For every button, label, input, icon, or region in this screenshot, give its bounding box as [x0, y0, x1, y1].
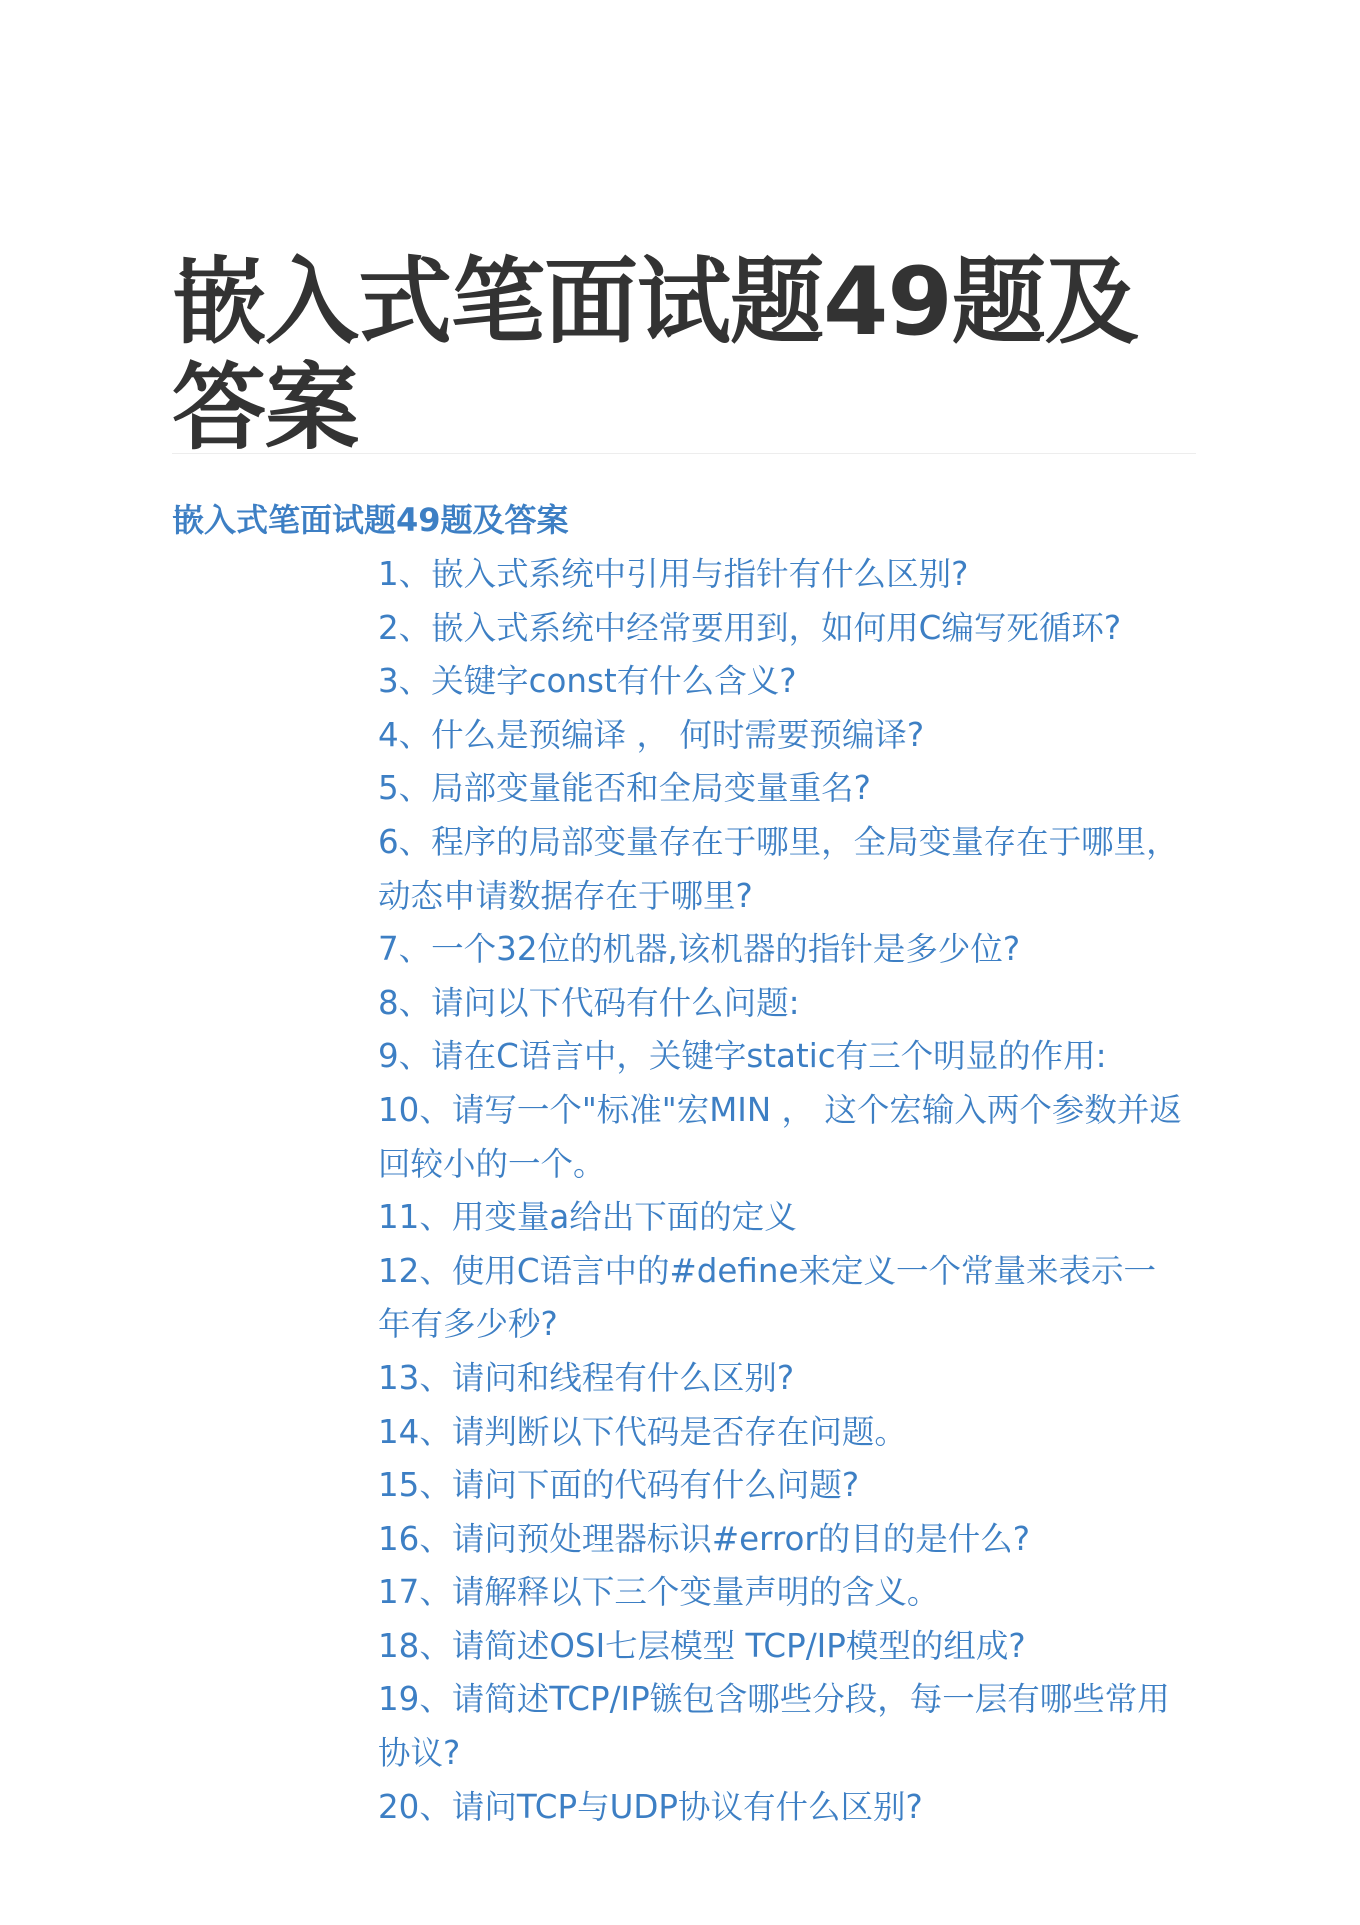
toc-link-8[interactable]: 8、请问以下代码有什么问题:: [378, 983, 800, 1022]
toc-link-15[interactable]: 15、请问下面的代码有什么问题?: [378, 1466, 860, 1505]
toc-link-17[interactable]: 17、请解释以下三个变量声明的含义。: [378, 1573, 940, 1612]
toc-link-11[interactable]: 11、用变量a给出下面的定义: [378, 1198, 797, 1237]
toc-link-5[interactable]: 5、局部变量能否和全局变量重名?: [378, 769, 871, 808]
toc-link-6[interactable]: 6、程序的局部变量存在于哪里，全局变量存在于哪里，动态申请数据存在于哪里?: [378, 822, 1179, 915]
toc-link-20[interactable]: 20、请问TCP与UDP协议有什么区别?: [378, 1787, 923, 1826]
toc-link-2[interactable]: 2、嵌入式系统中经常要用到，如何用C编写死循环?: [378, 608, 1122, 647]
toc-link-4[interactable]: 4、什么是预编译 ， 何时需要预编译?: [378, 715, 925, 754]
section-heading: 嵌入式笔面试题49题及答案: [172, 501, 569, 539]
document-title: 嵌入式笔面试题49题及答案: [172, 248, 1138, 463]
title-divider: [172, 453, 1196, 454]
toc-link-19[interactable]: 19、请简述TCP/IP镞包含哪些分段，每一层有哪些常用协议?: [378, 1680, 1170, 1773]
toc-link-12[interactable]: 12、使用C语言中的#define来定义一个常量来表示一年有多少秒?: [378, 1251, 1156, 1344]
toc-link-1[interactable]: 1、嵌入式系统中引用与指针有什么区别?: [378, 555, 969, 593]
toc-link-3[interactable]: 3、关键字const有什么含义?: [378, 662, 797, 701]
toc-link-13[interactable]: 13、请问和线程有什么区别?: [378, 1358, 795, 1397]
toc-link-14[interactable]: 14、请判断以下代码是否存在问题。: [378, 1412, 907, 1451]
toc-link-10[interactable]: 10、请写一个"标准"宏MIN ， 这个宏输入两个参数并返回较小的一个。: [378, 1090, 1182, 1183]
toc-link-18[interactable]: 18、请简述OSI七层模型 TCP/IP模型的组成?: [378, 1626, 1026, 1665]
toc-link-16[interactable]: 16、请问预处理器标识#error的目的是什么?: [378, 1519, 1031, 1558]
toc-link-9[interactable]: 9、请在C语言中，关键字static有三个明显的作用:: [378, 1037, 1107, 1076]
table-of-contents: [378, 548, 1188, 1834]
toc-link-7[interactable]: 7、一个32位的机器,该机器的指针是多少位?: [378, 930, 1021, 969]
